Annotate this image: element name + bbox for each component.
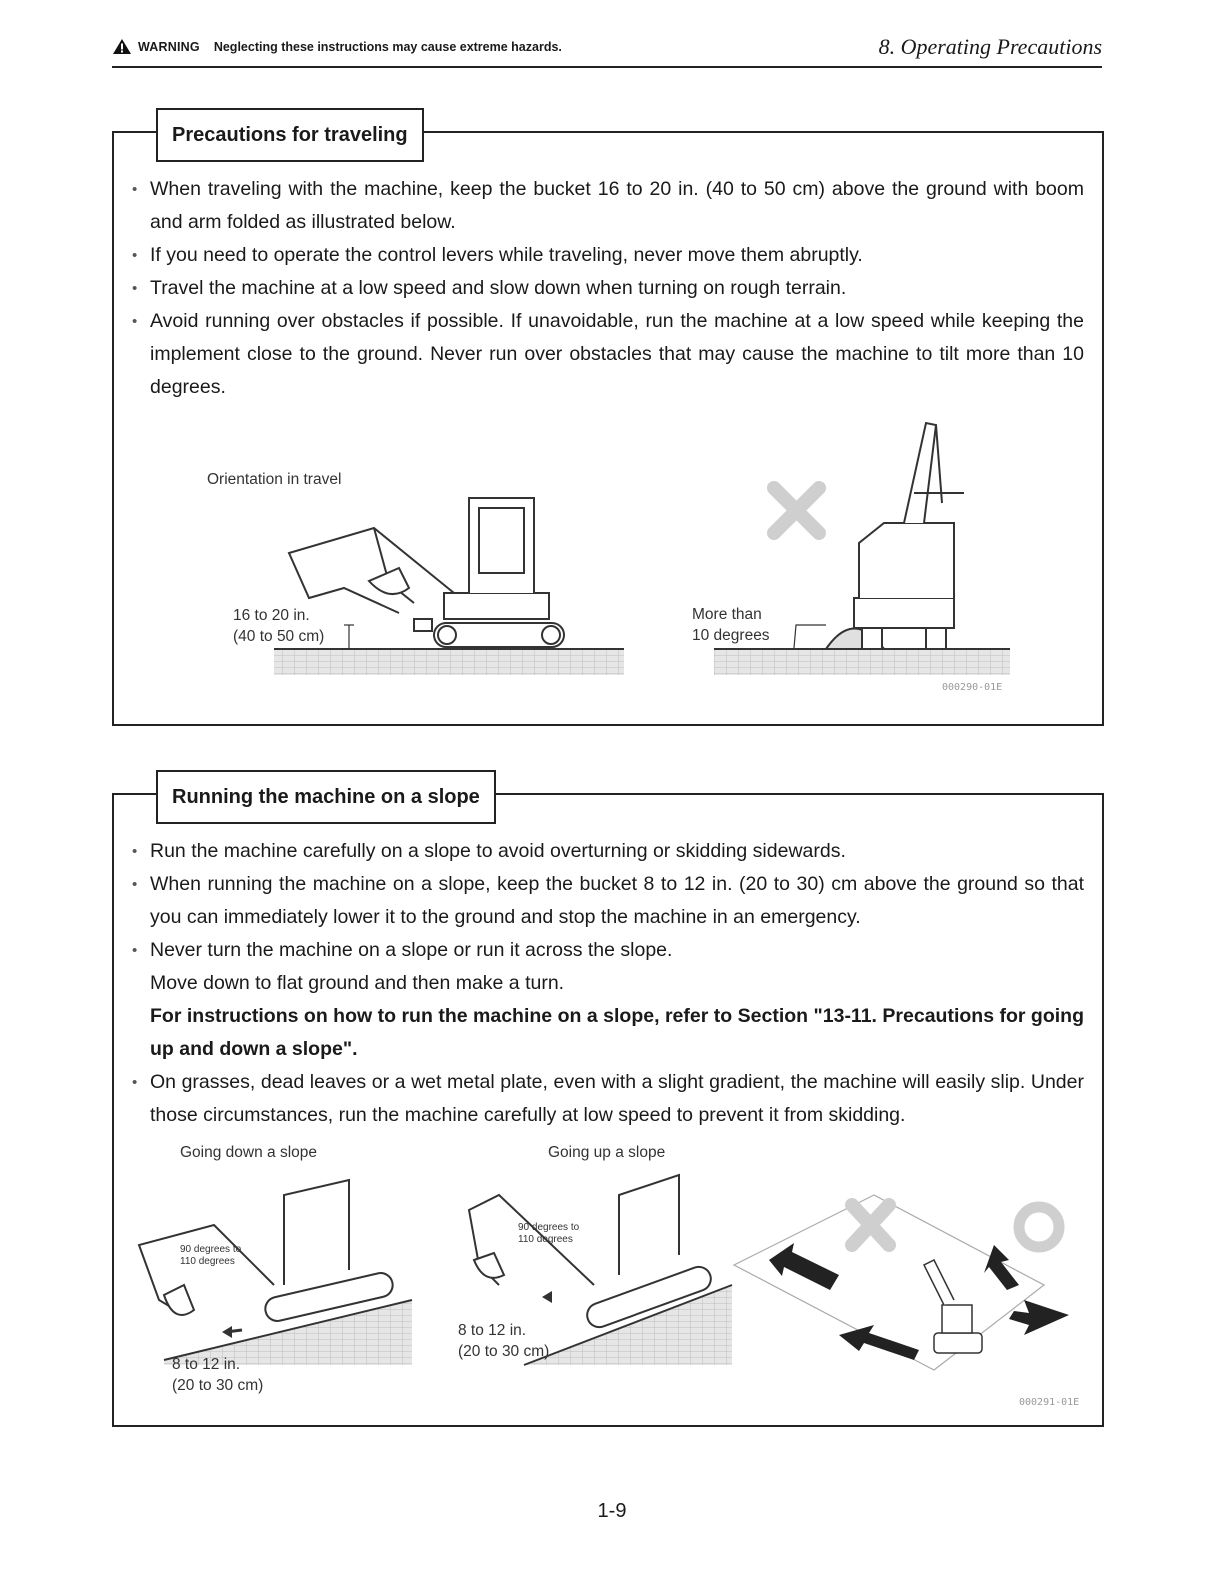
arrow-left-icon (542, 1291, 552, 1303)
page-header (112, 34, 1102, 68)
list-item (130, 868, 1084, 934)
down-slope-label: Going down a slope (180, 1144, 318, 1161)
height-label-line1: 16 to 20 in. (233, 607, 310, 624)
mini-excavator-illustration (924, 1260, 982, 1353)
slope-bullets (130, 835, 1084, 1132)
section-reference: For instructions on how to run the machine on a slope, refer to Section "13-11. Precautions for going up and down a slope". (150, 1005, 1084, 1060)
turning-diagram (734, 1195, 1079, 1408)
up-angle-label-line2: 110 degrees (518, 1234, 573, 1245)
angle-label-line1: 90 degrees to (180, 1244, 242, 1255)
arrow-icon (769, 1243, 839, 1290)
arrow-left-icon (222, 1326, 232, 1338)
angle-label-line2: 110 degrees (180, 1256, 235, 1267)
list-item (130, 1066, 1084, 1132)
tilt-label-line1: More than (692, 606, 762, 623)
excavator-down-slope-illustration (139, 1180, 412, 1365)
up-height-line1: 8 to 12 in. (458, 1322, 527, 1339)
tilt-label-line2: 10 degrees (692, 627, 770, 644)
warning-text: Neglecting these instructions may cause extreme hazards. (213, 39, 562, 54)
chapter-title: 8. Operating Precautions (878, 34, 1102, 59)
up-slope-label: Going up a slope (548, 1144, 666, 1161)
traveling-section (112, 124, 1104, 726)
bullet-text: • Run the machine carefully on a slope to avoid overturning or skidding sidewards. (150, 840, 846, 862)
cross-mark-icon (852, 1205, 889, 1245)
traveling-title: Precautions for traveling (156, 108, 424, 162)
list-item: • If you need to operate the control levers while traveling, never move them abruptly. (130, 239, 1084, 272)
up-angle-label-line1: 90 degrees to (518, 1222, 580, 1233)
traveling-figure (114, 403, 1102, 723)
list-item (130, 835, 1084, 868)
down-height-line2: (20 to 30 cm) (172, 1377, 264, 1394)
bullet-text: • When running the machine on a slope, keep the bucket 8 to 12 in. (20 to 30) cm above the ground so that you can immediately lower it to the ground and stop the machine in an emergency. (150, 873, 1084, 928)
warning-banner (112, 38, 562, 55)
warning-word: WARNING (138, 39, 200, 54)
warning-triangle-icon (112, 38, 132, 55)
bullet-text-line2: Move down to flat ground and then make a turn. (150, 972, 565, 994)
page-number: 1-9 (597, 1500, 627, 1522)
bullet-text: • On grasses, dead leaves or a wet metal plate, even with a slight gradient, the machine will easily slip. Under those circumstances, run the machine carefully at low speed to prevent it from skidding. (150, 1071, 1084, 1126)
up-height-line2: (20 to 30 cm) (458, 1343, 550, 1360)
arrow-icon (839, 1325, 919, 1360)
height-label-line2: (40 to 50 cm) (233, 628, 325, 645)
arrow-icon (984, 1245, 1019, 1290)
slope-section (112, 786, 1104, 1427)
excavator-travel-illustration (274, 498, 624, 675)
orientation-label: Orientation in travel (207, 471, 342, 488)
slope-figure (114, 1135, 1102, 1420)
figure-code: 000290-01E (942, 682, 1003, 693)
down-height-line1: 8 to 12 in. (172, 1356, 241, 1373)
circle-ok-icon (1019, 1207, 1059, 1247)
traveling-bullets (130, 173, 1084, 404)
slope-title: Running the machine on a slope (156, 770, 496, 824)
bullet-text: • Never turn the machine on a slope or run it across the slope. (150, 939, 673, 961)
list-item: • Avoid running over obstacles if possible. If unavoidable, run the machine at a low speed while keeping the implement close to the ground. Never run over obstacles that may cause the machine to tilt more than 10 degrees. (130, 305, 1084, 404)
list-item: • Travel the machine at a low speed and slow down when turning on rough terrain. (130, 272, 1084, 305)
list-item: • When traveling with the machine, keep the bucket 16 to 20 in. (40 to 50 cm) above the ground with boom and arm folded as illustrated below. (130, 173, 1084, 239)
list-item (130, 934, 1084, 1066)
cross-mark-icon (774, 488, 819, 533)
figure-code: 000291-01E (1019, 1397, 1080, 1408)
